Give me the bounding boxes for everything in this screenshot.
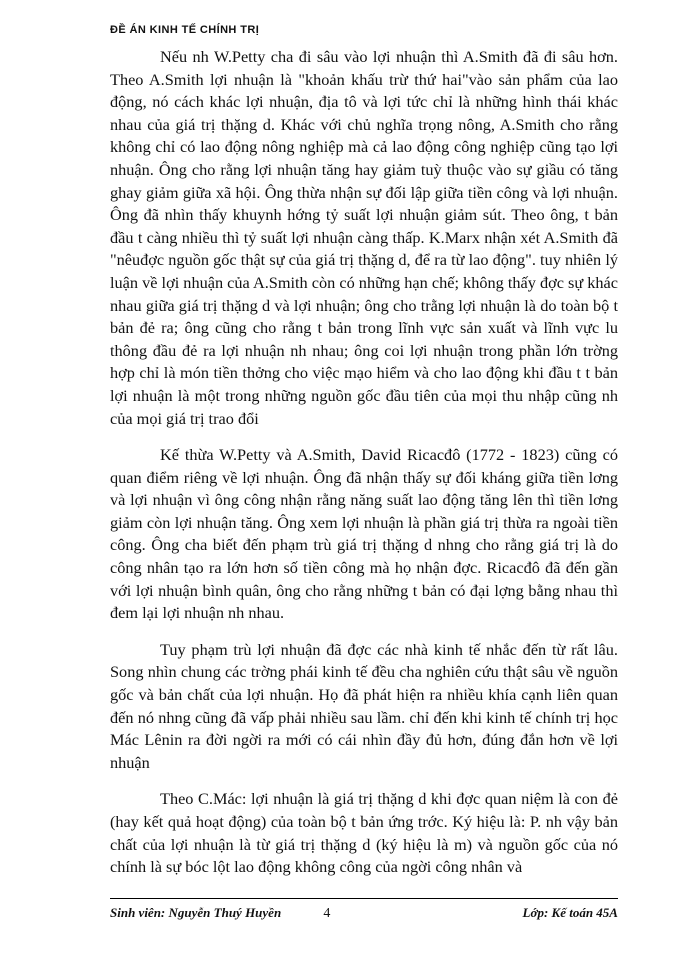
paragraph-ricardo: Kế thừa W.Petty và A.Smith, David Ricacđô (1772 - 1823) cũng có quan điểm riêng về lợi nhuận. Ông đã nhận thấy sự đối kháng giữa tiền lơng và lợi nhuận vì ông công nhận rằng năng suất lao động tăng lên thì tiền lơng giảm còn lợi nhuận tăng. Ông xem lợi nhuận là phần giá trị thừa ra ngoài tiền công. Ông cha biết đến phạm trù giá trị thặng d nhng cho rằng giá trị là do công nhân tạo ra lớn hơn số tiền công mà họ nhận đợc. Ricacđô đã đến gần với lợi nhuận bình quân, ông cho rằng những t bản có đại lợng bằng nhau thì đem lại lợi nhuận nh nhau. [110, 445, 618, 623]
document-body [110, 46, 618, 893]
paragraph-adam-smith: Nếu nh W.Petty cha đi sâu vào lợi nhuận thì A.Smith đã đi sâu hơn. Theo A.Smith lợi nhuận là "khoản khấu trừ thứ hai"vào sản phẩm của lao động, nó cách khác lợi nhuận, địa tô và lợi tức chỉ là những hình thái khác nhau của giá trị thặng d. Khác với chủ nghĩa trọng nông, A.Smith cho rằng không chỉ có lao động nông nghiệp mà cả lao động công nghiệp cũng tạo lợi nhuận. Ông cho rằng lợi nhuận tăng hay giảm tuỳ thuộc vào sự giầu có tăng ghay giảm giữa xã hội. Ông thừa nhận sự đối lập giữa tiền công và lợi nhuận. Ông đã nhìn thấy khuynh hớng tỷ suất lợi nhuận giảm sút. Theo ông, t bản đầu t càng nhiều thì tỷ suất lợi nhuận càng thấp. K.Marx nhận xét A.Smith đã "nêuđợc nguồn gốc thật sự của giá trị thặng d, để ra từ lao động". tuy nhiên lý luận về lợi nhuận của A.Smith còn có những hạn chế; không thấy đợc sự khác nhau giữa giá trị thặng d và lợi nhuận; ông cho trằng lợi nhuận là do toàn bộ t bản đẻ ra; ông cũng cho rằng t bản trong lĩnh vực sản xuất và lĩnh vực lu thông đầu đẻ ra lợi nhuận nh nhau; ông coi lợi nhuận trong phần lớn trờng hợp chỉ là món tiền thởng cho việc mạo hiểm và cho lao động khi đầu t t bản lợi nhuận là một trong những nguồn gốc đầu tiên của mọi thu nhập cũng nh của mọi giá trị trao đổi [110, 47, 618, 428]
page-header-title: ĐỀ ÁN KINH TẾ CHÍNH TRỊ [110, 24, 260, 36]
footer-class: Lớp: Kế toán 45A [522, 905, 618, 920]
paragraph-marx: Theo C.Mác: lợi nhuận là giá trị thặng d khi đợc quan niệm là con đẻ (hay kết quả hoạt động) của toàn bộ t bản ứng trớc. Ký hiệu là: P. nh vậy bản chất của lợi nhuận là từ giá trị thặng d (ký hiệu là m) và nguồn gốc của nó chính là sự bóc lột lao động không công của ngời công nhân và [110, 789, 618, 877]
footer-divider [110, 898, 618, 900]
footer-student-name: Sinh viên: Nguyễn Thuý Huyền [110, 905, 282, 920]
page-footer [110, 905, 618, 922]
paragraph-schools-summary: Tuy phạm trù lợi nhuận đã đợc các nhà kinh tế nhắc đến từ rất lâu. Song nhìn chung các trờng phái kinh tế đều cha nghiên cứu thật sâu về nguồn gốc và bản chất của lợi nhuận. Họ đã phát hiện ra nhiều khía cạnh liên quan đến nó nhng cũng đã vấp phải nhiều sau lầm. chỉ đến khi kinh tế chính trị học Mác Lênin ra đời ngời ra mới có cái nhìn đầy đủ hơn, đúng đắn hơn về lợi nhuận [110, 639, 618, 772]
footer-page-number: 4 [323, 906, 331, 921]
